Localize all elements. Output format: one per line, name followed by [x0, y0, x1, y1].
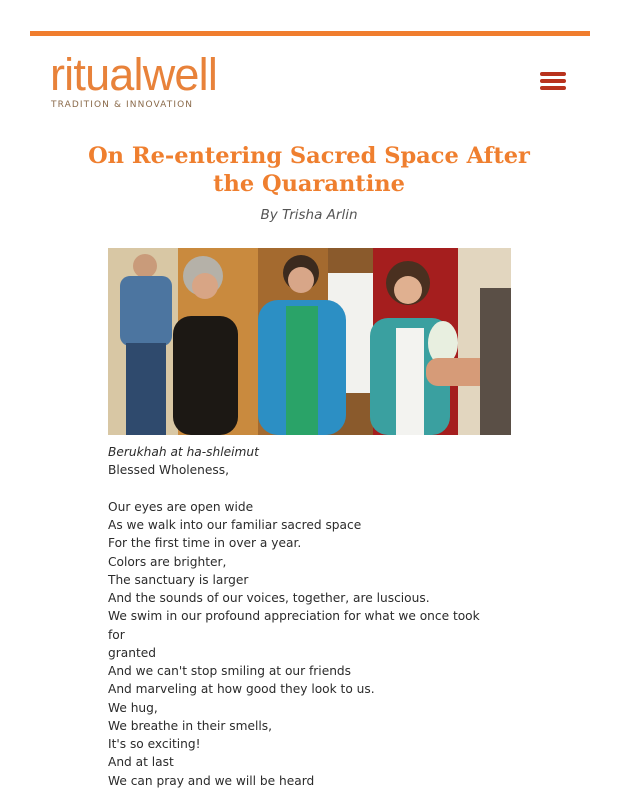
poem-line: We can pray and we will be heard: [108, 773, 315, 788]
poem-line: Colors are brighter,: [108, 554, 227, 569]
menu-bar: [540, 79, 566, 83]
poem-line: The sanctuary is larger: [108, 572, 249, 587]
title-line-1: On Re-entering Sacred Space After: [88, 143, 530, 169]
poem-line: As we walk into our familiar sacred space: [108, 518, 362, 532]
poem-line: We breathe in their smells,: [108, 718, 273, 733]
poem-intro-hebrew: Berukhah at ha-shleimut: [108, 445, 259, 459]
hamburger-menu-icon[interactable]: [540, 70, 566, 92]
article-photo: [108, 248, 511, 435]
top-accent-bar: [30, 31, 590, 36]
article-title: [60, 142, 558, 198]
stanza-gap: [108, 480, 498, 498]
poem-line: And the sounds of our voices, together, are luscious.: [108, 591, 430, 605]
poem-intro: Blessed Wholeness,: [108, 463, 229, 478]
poem-body: [108, 443, 498, 790]
title-line-2: the Quarantine: [213, 171, 405, 197]
poem-line: We hug,: [108, 700, 158, 715]
poem-line: And at last: [108, 755, 174, 770]
poem-line: And marveling at how good they look to us.: [108, 682, 375, 697]
site-logo[interactable]: ritualwell: [50, 49, 218, 100]
poem-line: We swim in our profound appreciation for what we once took for: [108, 609, 480, 642]
poem-line: Our eyes are open wide: [108, 499, 254, 514]
site-tagline: TRADITION & INNOVATION: [51, 100, 194, 110]
menu-bar: [540, 86, 566, 90]
article-byline: By Trisha Arlin: [260, 207, 358, 223]
poem-line: For the first time in over a year.: [108, 536, 302, 551]
poem-line: And we can't stop smiling at our friends: [108, 664, 352, 678]
poem-line: granted: [108, 645, 156, 660]
poem-line: It's so exciting!: [108, 737, 201, 751]
menu-bar: [540, 72, 566, 76]
